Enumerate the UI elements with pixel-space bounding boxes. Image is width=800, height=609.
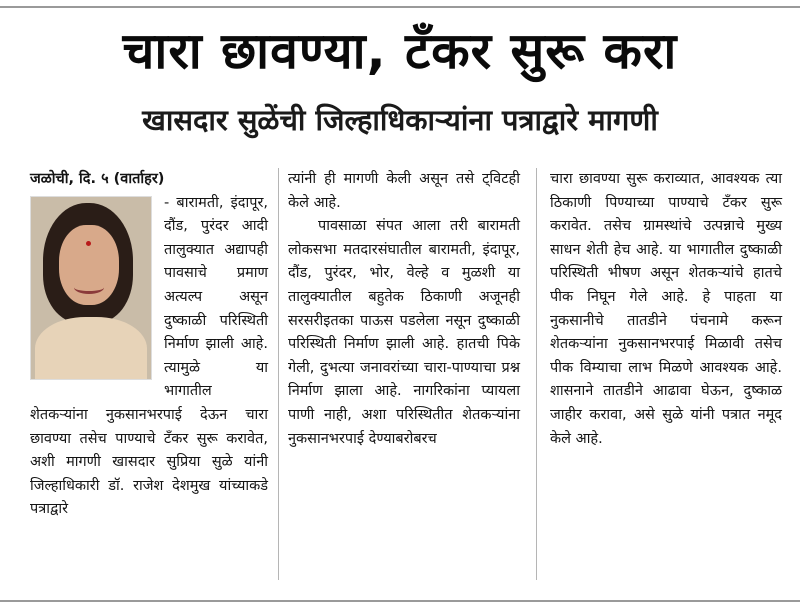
bottom-rule <box>0 600 800 602</box>
col2-paragraph-2: पावसाळा संपत आला तरी बारामती लोकसभा मतदारसंघातील बारामती, इंदापूर, दौंड, पुरंदर, भोर, वेल्हे व मुळशी या तालुक्यातील बहुतेक ठिकाणी अजूनही सरसरीइतका पाऊस पडलेला नसून दुष्काळी परिस्थिती निर्माण झाली आहे. हातची पिके गेली, दुभत्या जनावरांच्या चारा-पाण्याचा प्रश्न निर्माण झाला आहे. नागरिकांना प्यायला पाणी नाही, अशा परिस्थितीत शेतकऱ्यांना नुकसानभरपाई देण्याबरोबरच <box>288 218 520 447</box>
col2-paragraph-1: त्यांनी ही मागणी केली असून तसे ट्विटही केले आहे. <box>288 171 520 211</box>
portrait-photo <box>30 196 152 380</box>
column-divider-2 <box>536 168 537 580</box>
col3-text: चारा छावण्या सुरू कराव्यात, आवश्यक त्या ठिकाणी पिण्याच्या पाण्याचे टँकर सुरू करावेत. तसेच ग्रामस्थांचे उत्पन्नाचे मुख्य साधन शेती हेच आहे. या भागातील दुष्काळी परिस्थिती भीषण असून शेतकऱ्यांचे हातचे पीक निघून गेले आहे. हे पाहता या नुकसानीचे तातडीने पंचनामे करून शेतकऱ्यांना नुकसानभरपाई मिळावी तसेच पीक विम्याचा लाभ मिळणे आवश्यक आहे. शासनाने तातडीने आढावा घेऊन, दुष्काळ जाहीर करावा, असे सुळे यांनी पत्रात नमूद केले आहे. <box>550 171 782 447</box>
photo-bindi <box>86 241 91 246</box>
subheadline: खासदार सुळेंची जिल्हाधिकाऱ्यांना पत्राद्वारे मागणी <box>142 103 658 137</box>
dateline: जळोची, दि. ५ (वार्ताहर) <box>30 171 165 187</box>
article-column-3 <box>550 168 782 451</box>
article-column-1 <box>30 168 268 522</box>
column-divider-1 <box>278 168 279 580</box>
article-column-2 <box>288 168 520 451</box>
headline: चारा छावण्या, टँकर सुरू करा <box>122 22 678 80</box>
col1-text: - बारामती, इंदापूर, दौंड, पुरंदर आदी तालुक्यात अद्यापही पावसाचे प्रमाण अत्यल्प असून दुष्काळी परिस्थिती निर्माण झाली आहे. त्यामुळे या भागातील शेतकऱ्यांना नुकसानभरपाई देऊन चारा छावण्या तसेच पाण्याचे टँकर सुरू करावेत, अशी मागणी खासदार सुप्रिया सुळे यांनी जिल्हाधिकारी डॉ. राजेश देशमुख यांच्याकडे पत्राद्वारे <box>30 194 268 518</box>
photo-smile <box>74 281 104 294</box>
photo-body <box>35 317 147 380</box>
top-rule <box>0 6 800 8</box>
